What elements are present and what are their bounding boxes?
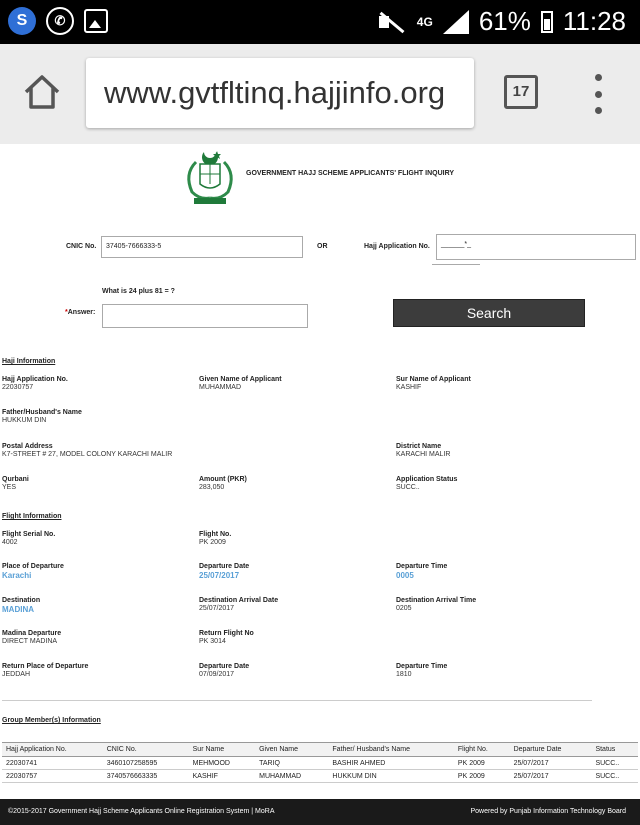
field-departure-date: Departure Date 25/07/2017 bbox=[199, 563, 250, 580]
col-flight-no: Flight No. bbox=[454, 743, 510, 757]
cell: HUKKUM DIN bbox=[328, 770, 454, 783]
field-destination: Destination MADINA bbox=[2, 597, 41, 614]
page-title: GOVERNMENT HAJJ SCHEME APPLICANTS' FLIGHT INQUIRY bbox=[246, 170, 455, 177]
field-flight-serial: Flight Serial No. 4002 bbox=[2, 531, 56, 546]
hajj-app-label: Hajj Application No. bbox=[364, 243, 430, 250]
col-father-name: Father/ Husband's Name bbox=[328, 743, 454, 757]
table-row bbox=[2, 770, 638, 783]
cell: MUHAMMAD bbox=[255, 770, 328, 783]
cell: SUCC.. bbox=[591, 770, 638, 783]
field-place-departure: Place of Departure Karachi bbox=[2, 563, 64, 580]
home-icon bbox=[22, 72, 62, 112]
notification-icons bbox=[8, 7, 108, 35]
skype-icon: S bbox=[8, 7, 36, 35]
field-return-departure-time: Departure Time 1810 bbox=[396, 663, 448, 678]
browser-toolbar bbox=[0, 44, 640, 144]
group-info-title: Group Member(s) Information bbox=[2, 717, 101, 724]
field-dest-arrival-date: Destination Arrival Date 25/07/2017 bbox=[199, 597, 279, 612]
cell: MEHMOOD bbox=[189, 757, 255, 770]
battery-icon bbox=[541, 11, 553, 33]
cnic-input[interactable]: 37405-7666333-5 bbox=[101, 236, 303, 258]
field-qurbani: Qurbani YES bbox=[2, 476, 29, 491]
footer-powered-by: Powered by Punjab Information Technology Board bbox=[470, 808, 626, 815]
url-bar[interactable]: www.gvtfltinq.hajjinfo.org bbox=[86, 58, 474, 128]
cell: 3740576663335 bbox=[103, 770, 189, 783]
input-divider bbox=[432, 264, 480, 265]
cell: BASHIR AHMED bbox=[328, 757, 454, 770]
col-sur-name: Sur Name bbox=[189, 743, 255, 757]
field-return-departure-date: Departure Date 07/09/2017 bbox=[199, 663, 250, 678]
home-button[interactable] bbox=[22, 72, 62, 112]
tab-switcher-button[interactable]: 17 bbox=[504, 75, 538, 109]
cell: TARIQ bbox=[255, 757, 328, 770]
cell: 25/07/2017 bbox=[510, 757, 592, 770]
cell: KASHIF bbox=[189, 770, 255, 783]
field-hajj-app-no: Hajj Application No. 22030757 bbox=[2, 376, 68, 391]
flight-info-title: Flight Information bbox=[2, 513, 62, 520]
mute-icon bbox=[377, 9, 407, 35]
cell: 22030757 bbox=[2, 770, 103, 783]
footer-copyright: ©2015-2017 Government Hajj Scheme Applicants Online Registration System | MoRA bbox=[8, 808, 275, 815]
cell: PK 2009 bbox=[454, 757, 510, 770]
haji-info-title: Haji Information bbox=[2, 358, 56, 365]
captcha-question: What is 24 plus 81 = ? bbox=[102, 288, 175, 295]
col-status: Status bbox=[591, 743, 638, 757]
field-flight-no: Flight No. PK 2009 bbox=[199, 531, 232, 546]
field-sur-name: Sur Name of Applicant KASHIF bbox=[396, 376, 471, 391]
page-footer bbox=[0, 799, 640, 825]
search-button[interactable]: Search bbox=[393, 299, 585, 327]
field-departure-time: Departure Time 0005 bbox=[396, 563, 448, 580]
answer-input[interactable] bbox=[102, 304, 308, 328]
or-label: OR bbox=[317, 243, 328, 250]
cell: PK 2009 bbox=[454, 770, 510, 783]
col-departure-date: Departure Date bbox=[510, 743, 592, 757]
pakistan-emblem-icon bbox=[178, 148, 242, 208]
group-members-table bbox=[2, 742, 638, 783]
field-return-flight: Return Flight No PK 3014 bbox=[199, 630, 254, 645]
signal-icon bbox=[443, 10, 469, 34]
field-district: District Name KARACHI MALIR bbox=[396, 443, 451, 458]
field-app-status: Application Status SUCC.. bbox=[396, 476, 458, 491]
col-hajj-app-no: Hajj Application No. bbox=[2, 743, 103, 757]
field-madina-departure: Madina Departure DIRECT MADINA bbox=[2, 630, 62, 645]
network-type: 4G bbox=[416, 14, 433, 29]
overflow-menu-icon[interactable] bbox=[592, 74, 604, 114]
col-cnic: CNIC No. bbox=[103, 743, 189, 757]
status-bar bbox=[0, 0, 640, 44]
table-header-row bbox=[2, 743, 638, 757]
battery-percent: 61% bbox=[478, 6, 531, 36]
field-given-name: Given Name of Applicant MUHAMMAD bbox=[199, 376, 282, 391]
section-divider bbox=[2, 700, 592, 701]
cell: 25/07/2017 bbox=[510, 770, 592, 783]
whatsapp-icon: ✆ bbox=[46, 7, 74, 35]
field-postal-address: Postal Address K7-STREET # 27, MODEL COLONY KARACHI MALIR bbox=[2, 443, 173, 458]
field-dest-arrival-time: Destination Arrival Time 0205 bbox=[396, 597, 477, 612]
field-return-place: Return Place of Departure JEDDAH bbox=[2, 663, 89, 678]
cell: SUCC.. bbox=[591, 757, 638, 770]
cell: 22030741 bbox=[2, 757, 103, 770]
hajj-app-input[interactable]: ______*_ bbox=[436, 234, 636, 260]
required-marker: * bbox=[65, 309, 68, 316]
field-father-name: Father/Husband's Name HUKKUM DIN bbox=[2, 409, 82, 424]
cell: 3460107258595 bbox=[103, 757, 189, 770]
system-icons bbox=[377, 6, 626, 37]
clock: 11:28 bbox=[562, 6, 626, 36]
field-amount: Amount (PKR) 283,050 bbox=[199, 476, 247, 491]
col-given-name: Given Name bbox=[255, 743, 328, 757]
gallery-icon bbox=[84, 9, 108, 33]
web-page bbox=[0, 144, 640, 825]
answer-label: *Answer: bbox=[65, 309, 96, 316]
cnic-label: CNIC No. bbox=[66, 243, 97, 250]
table-row bbox=[2, 757, 638, 770]
